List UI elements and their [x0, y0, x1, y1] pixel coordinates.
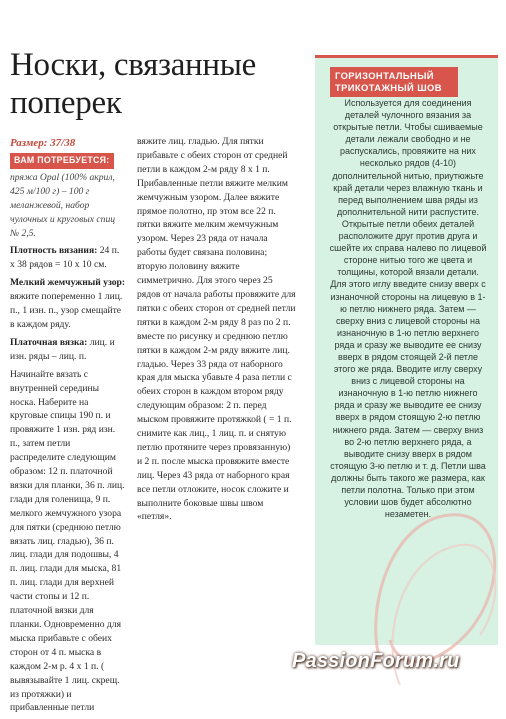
materials-heading: ВАМ ПОТРЕБУЕТСЯ:	[10, 153, 114, 169]
sidebar-text: Используется для соединения деталей чулочного вязания за открытые петли. Чтобы сшиваемые детали лежали свободно и не распускались, провяжите на них несколько рядов (4-10) дополнительной нитью, приутюжьте край детали через влажную ткань и перед выполнением шва ряды из дополнительной нити распустите. Открытые петли обеих деталей расположите друг против друга и сшейте их справа налево по лицевой стороне нитью того же цвета и толщины, которой вязали детали. Для этого иглу введите снизу вверх с изнаночной стороны на лицевую в 1-ю петлю нижнего ряда. Затем — сверху вниз с лицевой стороны на изнаночную в 1-ю петлю верхнего ряда и сразу же выводите ее снизу вверх в рядом стоящей 2-й петле этого же ряда. Вводите иглу сверху вниз с лицевой стороны на изнаночную в 1-ю петлю нижнего ряда и сразу же выводите ее снизу вверх в рядом стоящую 2-ю петлю нижнего ряда. Затем — сверху вниз во 2-ю петлю верхнего ряда, а выводите снизу вверх в рядом стоящую 3-ю петлю и т. д. Петли шва должны быть такого же размера, как петли полотна. Только при этом условии шов будет абсолютно незаметен.	[329, 98, 487, 520]
instructions-text: Начинайте вязать с внутренней середины носка. Наберите на круговые спицы 190 п. и провяжите 1 изн. ряд изн. п., затем петли распределите следующим образом: 12 п. платочной вязки для планки, 36 п. лиц. глади для голенища, 9 п. мелкого жемчужного узора для пятки (среднюю петлю вязать лиц. гладью), 36 п. лиц. глади для подошвы, 4 п. лиц. глади для мыска, 81 п. лиц. глади для верхней части стопы и 12 п. платочной вязки для планки. Одновременно для мыска прибавьте с обеих сторон от 4 п. мыска в каждом 2-м р. 4 х 1 п. ( вывязывайте 1 лиц. скрещ. из протяжки) и прибавленные петли	[10, 368, 125, 714]
plain-paragraph	[10, 336, 126, 364]
density-label: Плотность вязания:	[10, 245, 98, 257]
pearl-paragraph	[10, 276, 126, 332]
size-label: Размер: 37/38	[10, 137, 76, 149]
watermark: PassionForum.ru	[292, 650, 460, 672]
yarn-text: пряжа Opal (100% акрил, 425 м/100 г) – 100 г меланжевой, набор чулочных и круговых спиц № 2,5.	[10, 171, 116, 239]
sidebar-heading: ГОРИЗОНТАЛЬНЫЙ ТРИКОТАЖНЫЙ ШОВ	[330, 67, 458, 97]
density-text: 24 п. х 38 рядов = 10 х 10 см.	[10, 245, 120, 271]
materials-column	[10, 135, 126, 719]
instructions-continued: вяжите лиц. гладью. Для пятки прибавьте с обеих сторон от средней петли в каждом 2-м ряду 8 х 1 п. Прибавленные петли вяжите мелким жемчужным узором. Далее вяжите прямое полотно, пр этом все 22 п. пятки вяжите мелким жемчужным узором. Через 23 ряда от начала работы будет связана половина; вторую половину вяжите симметрично. Для этого через 25 рядов от начала работы провяжите для пятки с обеих сторон от средней петли пятки в каждом 2-м ряду 8 раз по 2 п. вместе по рисунку и среднюю петлю пятки в каждом 2-м ряду вяжите лиц. гладью. Через 33 ряда от наборного края для мыска убавьте 4 раза петли с обеих сторон в каждом втором ряду следующим образом: 2 п. перед мыском провяжите протяжкой ( = 1 п. снимите как лиц., 1 лиц. п. и снятую петлю протяните через провязанную) и 2 п. после мыска провяжите вместе лиц. Через 43 ряда от наборного края все петли отложите, носок сложите и выполните боковые швы швом «петля».	[137, 136, 296, 523]
plain-label: Платочная вязка:	[10, 336, 88, 348]
page-title: Носки, связанные поперек	[10, 47, 256, 121]
sidebar-top-rule	[315, 55, 498, 58]
plain-text: лиц. и изн. ряды – лиц. п.	[10, 336, 115, 362]
pearl-text: вяжите попеременно 1 лиц. п., 1 изн. п., узор смещайте в каждом ряду.	[10, 291, 123, 330]
density-paragraph	[10, 244, 126, 272]
pearl-label: Мелкий жемчужный узор:	[10, 277, 126, 289]
